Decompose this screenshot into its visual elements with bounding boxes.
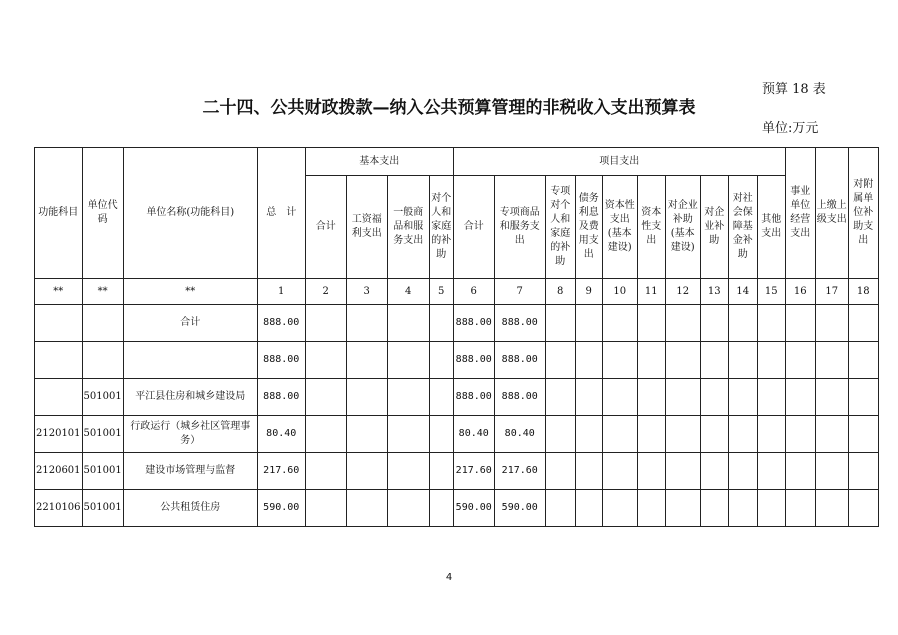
cell-affil [848,379,878,416]
cell-b-goods [387,453,429,490]
cell-p-personal [545,342,575,379]
cell-p-interest [575,342,602,379]
col-p-ent: 对企业补助 [700,176,728,279]
index-cell: 17 [815,279,848,305]
page-title: 二十四、公共财政拨款—纳入公共预算管理的非税收入支出预算表 [202,98,696,118]
cell-p-personal [545,490,575,527]
cell-p-capital-base [602,379,637,416]
cell-affil [848,453,878,490]
cell-p-ent-base [665,305,700,342]
cell-total: 888.00 [257,305,305,342]
cell-p-capital [637,453,665,490]
header-row-groups [35,148,879,176]
cell-affil [848,342,878,379]
form-number: 预算 18 表 [762,82,826,97]
cell-func [35,379,83,416]
cell-p-capital [637,379,665,416]
col-total: 总 计 [257,148,305,279]
index-cell: 7 [494,279,545,305]
col-p-capital-base: 资本性支出(基本建设) [602,176,637,279]
cell-p-ent-base [665,453,700,490]
cell-biz [785,305,815,342]
cell-func [35,305,83,342]
col-biz: 事业单位经营支出 [785,148,815,279]
cell-code: 501001 [82,416,123,453]
cell-biz [785,342,815,379]
cell-p-personal [545,416,575,453]
cell-p-goods: 80.40 [494,416,545,453]
cell-p-other [757,305,785,342]
cell-p-personal [545,453,575,490]
col-p-social: 对社会保障基金补助 [728,176,757,279]
cell-p-capital [637,342,665,379]
cell-b-total [305,305,346,342]
index-cell: ** [35,279,83,305]
index-cell: 13 [700,279,728,305]
col-p-interest: 债务利息及费用支出 [575,176,602,279]
cell-p-other [757,379,785,416]
cell-b-salary [346,379,387,416]
cell-b-total [305,379,346,416]
cell-p-total: 888.00 [453,342,494,379]
cell-p-total: 217.60 [453,453,494,490]
cell-code: 501001 [82,453,123,490]
cell-code [82,305,123,342]
cell-p-capital [637,416,665,453]
cell-p-capital [637,305,665,342]
index-cell: ** [123,279,257,305]
cell-name: 建设市场管理与监督 [123,453,257,490]
cell-biz [785,416,815,453]
table-row [35,416,879,453]
index-cell: 8 [545,279,575,305]
index-cell: 9 [575,279,602,305]
cell-name [123,342,257,379]
cell-p-interest [575,416,602,453]
cell-total: 590.00 [257,490,305,527]
cell-upper [815,342,848,379]
col-b-personal: 对个人和家庭的补助 [429,176,453,279]
cell-biz [785,379,815,416]
cell-b-total [305,490,346,527]
cell-b-goods [387,416,429,453]
cell-b-salary [346,305,387,342]
cell-p-social [728,305,757,342]
cell-b-personal [429,342,453,379]
col-p-goods: 专项商品和服务支出 [494,176,545,279]
cell-p-ent-base [665,490,700,527]
unit-label: 单位:万元 [762,121,819,136]
index-cell: 4 [387,279,429,305]
cell-p-interest [575,379,602,416]
cell-p-social [728,453,757,490]
cell-p-capital-base [602,416,637,453]
cell-p-interest [575,490,602,527]
index-cell: 11 [637,279,665,305]
index-cell: 2 [305,279,346,305]
cell-p-personal [545,379,575,416]
col-unit-name: 单位名称(功能科目) [123,148,257,279]
cell-b-salary [346,342,387,379]
index-cell: 15 [757,279,785,305]
cell-func: 2210106 [35,490,83,527]
cell-func: 2120601 [35,453,83,490]
index-cell: 10 [602,279,637,305]
cell-b-personal [429,490,453,527]
index-row [35,279,879,305]
cell-b-salary [346,416,387,453]
index-cell: ** [82,279,123,305]
cell-b-goods [387,342,429,379]
cell-p-goods: 888.00 [494,379,545,416]
cell-code [82,342,123,379]
cell-p-total: 888.00 [453,305,494,342]
index-cell: 16 [785,279,815,305]
cell-p-other [757,416,785,453]
cell-func [35,342,83,379]
cell-total: 80.40 [257,416,305,453]
cell-upper [815,490,848,527]
cell-total: 217.60 [257,453,305,490]
cell-upper [815,416,848,453]
col-b-goods: 一般商品和服务支出 [387,176,429,279]
index-cell: 14 [728,279,757,305]
col-p-personal: 专项对个人和家庭的补助 [545,176,575,279]
cell-affil [848,490,878,527]
index-cell: 18 [848,279,878,305]
cell-b-personal [429,453,453,490]
group-basic: 基本支出 [305,148,453,176]
index-cell: 6 [453,279,494,305]
cell-name: 合计 [123,305,257,342]
index-cell: 12 [665,279,700,305]
cell-affil [848,305,878,342]
cell-p-ent-base [665,416,700,453]
col-p-ent-base: 对企业补助(基本建设) [665,176,700,279]
cell-b-salary [346,453,387,490]
cell-name: 公共租赁住房 [123,490,257,527]
cell-b-personal [429,305,453,342]
budget-table [34,147,879,527]
cell-p-social [728,490,757,527]
cell-p-goods: 888.00 [494,342,545,379]
cell-total: 888.00 [257,342,305,379]
cell-p-ent [700,342,728,379]
table-row [35,342,879,379]
index-cell: 1 [257,279,305,305]
cell-p-capital-base [602,453,637,490]
col-p-total: 合计 [453,176,494,279]
cell-biz [785,453,815,490]
col-unit-code: 单位代码 [82,148,123,279]
table-row [35,305,879,342]
cell-p-capital-base [602,342,637,379]
cell-b-total [305,453,346,490]
col-upper: 上缴上级支出 [815,148,848,279]
cell-p-interest [575,453,602,490]
col-affil: 对附属单位补助支出 [848,148,878,279]
cell-b-personal [429,416,453,453]
cell-b-goods [387,490,429,527]
cell-p-ent-base [665,379,700,416]
cell-p-goods: 217.60 [494,453,545,490]
cell-p-total: 590.00 [453,490,494,527]
page-number: 4 [445,572,453,583]
col-p-other: 其他支出 [757,176,785,279]
cell-name: 行政运行（城乡社区管理事务） [123,416,257,453]
cell-p-other [757,490,785,527]
cell-p-other [757,453,785,490]
cell-p-ent [700,453,728,490]
index-cell: 5 [429,279,453,305]
col-p-capital: 资本性支出 [637,176,665,279]
cell-code: 501001 [82,490,123,527]
cell-name: 平江县住房和城乡建设局 [123,379,257,416]
col-func-code: 功能科目 [35,148,83,279]
table-row [35,490,879,527]
cell-p-social [728,379,757,416]
cell-b-salary [346,490,387,527]
cell-b-personal [429,379,453,416]
table-row [35,379,879,416]
cell-p-capital-base [602,490,637,527]
cell-upper [815,453,848,490]
group-project: 项目支出 [453,148,785,176]
cell-upper [815,305,848,342]
cell-p-social [728,416,757,453]
cell-p-ent [700,305,728,342]
col-b-salary: 工资福利支出 [346,176,387,279]
cell-p-ent-base [665,342,700,379]
cell-b-total [305,416,346,453]
cell-p-personal [545,305,575,342]
cell-affil [848,416,878,453]
cell-total: 888.00 [257,379,305,416]
cell-p-other [757,342,785,379]
cell-p-goods: 888.00 [494,305,545,342]
cell-upper [815,379,848,416]
cell-p-social [728,342,757,379]
index-cell: 3 [346,279,387,305]
cell-func: 2120101 [35,416,83,453]
cell-p-total: 80.40 [453,416,494,453]
cell-p-capital-base [602,305,637,342]
cell-b-goods [387,379,429,416]
cell-p-ent [700,416,728,453]
cell-p-total: 888.00 [453,379,494,416]
cell-p-ent [700,379,728,416]
cell-b-total [305,342,346,379]
cell-p-capital [637,490,665,527]
cell-p-interest [575,305,602,342]
cell-p-goods: 590.00 [494,490,545,527]
cell-b-goods [387,305,429,342]
table-row [35,453,879,490]
col-b-total: 合计 [305,176,346,279]
cell-biz [785,490,815,527]
cell-p-ent [700,490,728,527]
cell-code: 501001 [82,379,123,416]
